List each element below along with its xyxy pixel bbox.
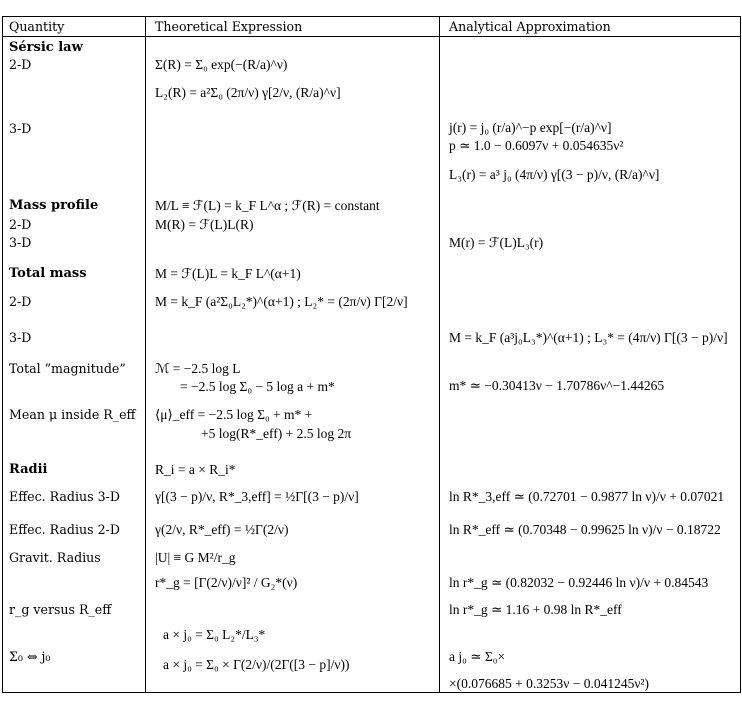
eff-radius-2d-label: Effec. Radius 2-D — [9, 522, 120, 537]
sigma-j-label: Σ₀ ⇔ j₀ — [9, 649, 51, 664]
mass-profile-3d-expr: M(r) = ℱ(L)L₃(r) — [449, 235, 544, 250]
header-approximation: Analytical Approximation — [449, 19, 611, 34]
total-mass-2d-label: 2-D — [9, 294, 32, 309]
sigma-j-approx-1: a j₀ ≃ Σ₀× — [449, 649, 506, 664]
total-mass-3d-label: 3-D — [9, 330, 32, 345]
column-divider-1 — [145, 17, 146, 692]
total-mass-title: Total mass — [9, 266, 87, 281]
sersic-title: Sérsic law — [9, 40, 83, 55]
mass-profile-title: Mass profile — [9, 198, 99, 213]
header-theoretical: Theoretical Expression — [155, 19, 303, 34]
column-divider-2 — [439, 17, 440, 692]
eff-radius-3d-approx: ln R*_3,eff ≃ (0.72701 − 0.9877 ln ν)/ν + 0.07021 — [449, 489, 725, 504]
magnitude-expr-1: ℳ = −2.5 log L — [155, 361, 241, 376]
sersic-2d-label: 2-D — [9, 57, 32, 72]
magnitude-label: Total ”magnitude” — [9, 361, 126, 376]
sigma-j-approx-2: ×(0.076685 + 0.3253ν − 0.041245ν²) — [449, 676, 649, 691]
mean-mu-label: Mean μ inside R_eff — [9, 407, 136, 422]
mean-mu-expr-1: ⟨μ⟩_eff = −2.5 log Σ₀ + m* + — [155, 407, 313, 422]
mass-profile-2d-expr: M(R) = ℱ(L)L(R) — [155, 217, 254, 232]
magnitude-approx: m* ≃ −0.30413ν − 1.70786ν^−1.44265 — [449, 378, 665, 393]
sersic-l3-expr: L₃(r) = a³ j₀ (4π/ν) γ[(3 − p)/ν, (R/a)^ν] — [449, 167, 660, 182]
grav-radius-label: Gravit. Radius — [9, 550, 101, 565]
rg-star-approx: ln r*_g ≃ (0.82032 − 0.92446 ln ν)/ν + 0.84543 — [449, 575, 709, 590]
magnitude-expr-2: = −2.5 log Σ₀ − 5 log a + m* — [180, 379, 335, 394]
sersic-3d-label: 3-D — [9, 121, 32, 136]
total-mass-3d-expr: M = k_F (a³j₀L₃*)^(α+1) ; L₃* = (4π/ν) Γ[(3 − p)/ν] — [449, 330, 728, 345]
header-divider — [3, 36, 740, 37]
rg-star-expr: r*_g = [Γ(2/ν)/ν]² / G₂*(ν) — [155, 575, 298, 590]
mass-profile-ml-expr: M/L ≡ ℱ(L) = k_F L^α ; ℱ(R) = constant — [155, 198, 380, 213]
sigma-j-expr-1: a × j₀ = Σ₀ L₂*/L₃* — [163, 627, 266, 642]
mass-profile-2d-label: 2-D — [9, 217, 32, 232]
eff-radius-3d-expr: γ[(3 − p)/ν, R*_3,eff] = ½Γ[(3 − p)/ν] — [155, 489, 359, 504]
eff-radius-3d-label: Effec. Radius 3-D — [9, 489, 120, 504]
sersic-j-expr: j(r) = j₀ (r/a)^−p exp[−(r/a)^ν] — [449, 120, 612, 135]
grav-radius-expr: |U| ≡ G M²/r_g — [155, 550, 236, 565]
radii-ri-expr: R_i = a × R_i* — [155, 462, 236, 477]
radii-title: Radii — [9, 462, 48, 477]
rg-vs-reff-label: r_g versus R_eff — [9, 602, 112, 617]
eff-radius-2d-approx: ln R*_eff ≃ (0.70348 − 0.99625 ln ν)/ν − 0.18722 — [449, 522, 721, 537]
mass-profile-3d-label: 3-D — [9, 235, 32, 250]
rg-vs-reff-approx: ln r*_g ≃ 1.16 + 0.98 ln R*_eff — [449, 602, 622, 617]
approximation-table — [2, 16, 741, 693]
sigma-j-expr-2: a × j₀ = Σ₀ × Γ(2/ν)/(2Γ([3 − p]/ν)) — [163, 657, 350, 672]
total-mass-expr: M = ℱ(L)L = k_F L^(α+1) — [155, 266, 301, 281]
eff-radius-2d-expr: γ(2/ν, R*_eff) = ½Γ(2/ν) — [155, 522, 289, 537]
header-quantity: Quantity — [9, 19, 65, 34]
total-mass-2d-expr: M = k_F (a²Σ₀L₂*)^(α+1) ; L₂* = (2π/ν) Γ[2/ν] — [155, 294, 408, 309]
sersic-l2-expr: L₂(R) = a²Σ₀ (2π/ν) γ[2/ν, (R/a)^ν] — [155, 85, 341, 100]
sersic-p-approx: p ≃ 1.0 − 0.6097ν + 0.054635ν² — [449, 138, 624, 153]
sersic-sigma-expr: Σ(R) = Σ₀ exp(−(R/a)^ν) — [155, 57, 288, 72]
mean-mu-expr-2: +5 log(R*_eff) + 2.5 log 2π — [201, 426, 352, 441]
